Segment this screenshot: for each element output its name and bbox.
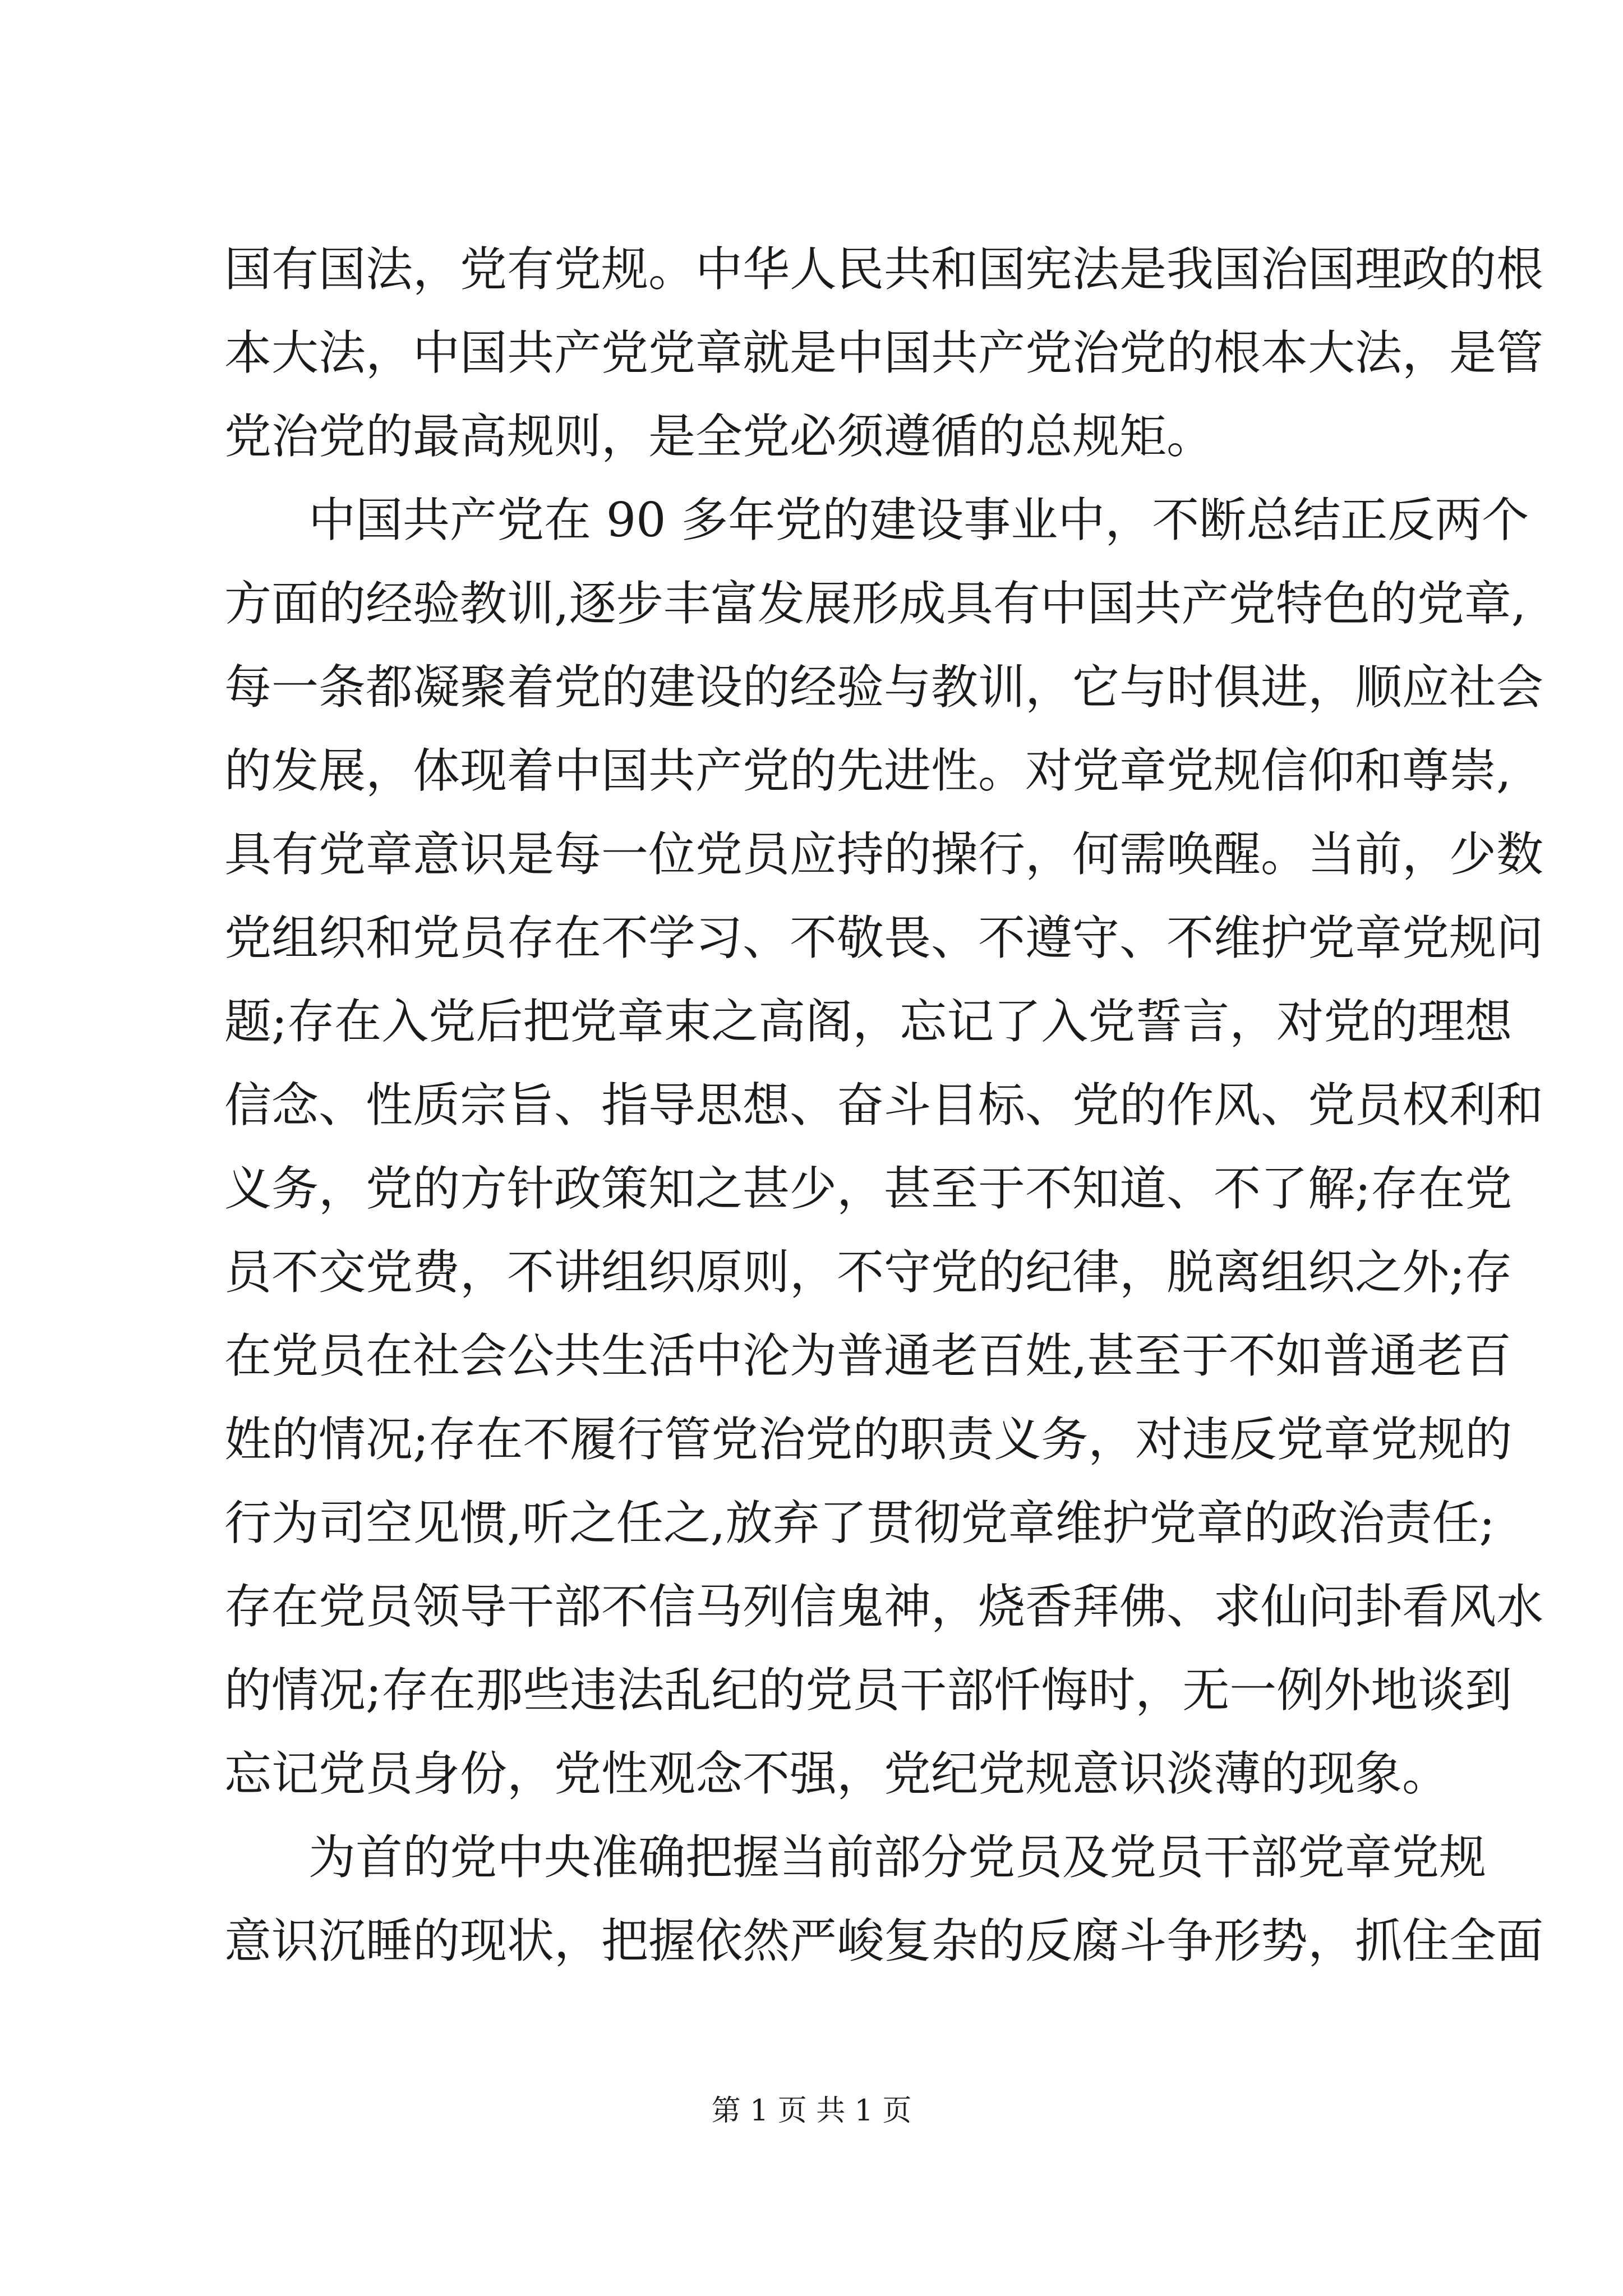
page-footer: 第 1 页 共 1 页 [711,2094,912,2128]
text-line: 在党员在社会公共生活中沦为普通老百姓,甚至于不如普通老百 [224,1328,1511,1383]
text-line: 姓的情况;存在不履行管党治党的职责义务，对违反党章党规的 [224,1412,1513,1467]
text-line: 员不交党费，不讲组织原则，不守党的纪律，脱离组织之外;存 [224,1245,1513,1300]
text-line: 每一条都凝聚着党的建设的经验与教训，它与时俱进，顺应社会 [224,660,1544,715]
text-line: 信念、性质宗旨、指导思想、奋斗目标、党的作风、党员权利和 [224,1078,1544,1133]
text-line: 具有党章意识是每一位党员应持的操行，何需唤醒。当前，少数 [224,827,1544,882]
text-line: 存在党员领导干部不信马列信鬼神，烧香拜佛、求仙问卦看风水 [224,1579,1544,1634]
text-line: 的情况;存在那些违法乱纪的党员干部忏悔时，无一例外地谈到 [224,1663,1513,1718]
text-line: 党治党的最高规则，是全党必须遵循的总规矩。 [224,409,1214,464]
text-line: 行为司空见惯,听之任之,放弃了贯彻党章维护党章的政治责任; [224,1496,1495,1550]
text-line: 中国共产党在 90 多年党的建设事业中，不断总结正反两个 [308,493,1529,547]
text-line: 意识沉睡的现状，把握依然严峻复杂的反腐斗争形势，抓住全面 [224,1913,1544,1968]
text-line: 党组织和党员存在不学习、不敬畏、不遵守、不维护党章党规问 [224,910,1544,965]
text-line: 本大法，中国共产党党章就是中国共产党治党的根本大法，是管 [224,325,1544,380]
text-line: 方面的经验教训,逐步丰富发展形成具有中国共产党特色的党章, [224,576,1527,631]
text-line: 为首的党中央准确把握当前部分党员及党员干部党章党规 [308,1830,1487,1885]
text-line: 国有国法，党有党规。中华人民共和国宪法是我国治国理政的根 [224,242,1544,297]
text-line: 题;存在入党后把党章束之高阁，忘记了入党誓言，对党的理想 [224,994,1513,1049]
text-line: 忘记党员身份，党性观念不强，党纪党规意识淡薄的现象。 [224,1746,1450,1801]
text-line: 义务，党的方针政策知之甚少，甚至于不知道、不了解;存在党 [224,1161,1513,1216]
text-line: 的发展，体现着中国共产党的先进性。对党章党规信仰和尊崇, [224,743,1511,798]
